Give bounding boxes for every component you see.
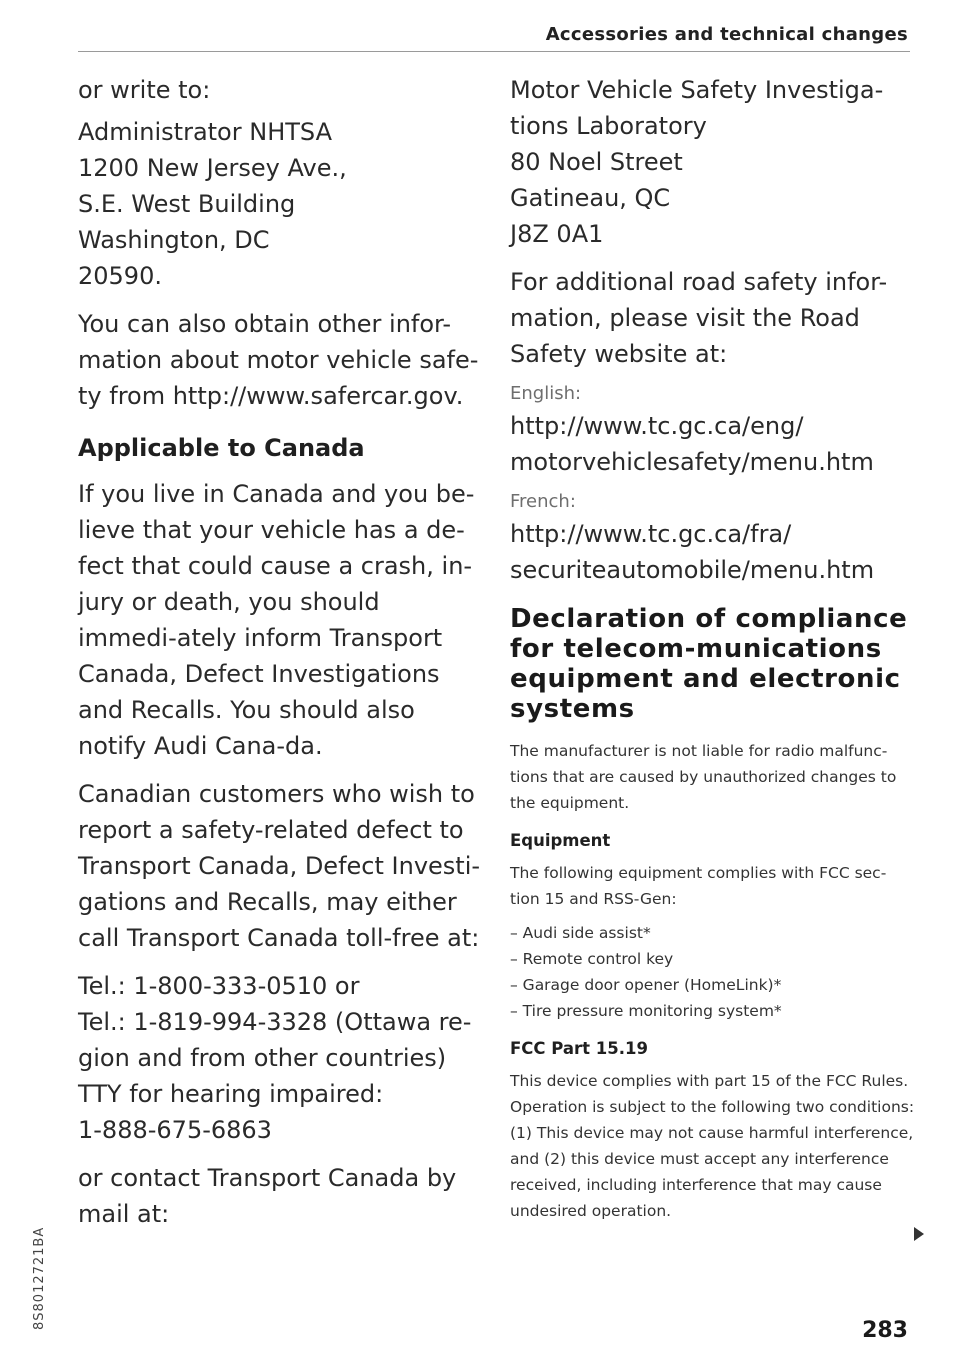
continue-arrow-icon (914, 1227, 924, 1241)
safercar-paragraph: You can also obtain other infor-mation about motor vehicle safe-ty from http://www.safercar.gov. (78, 310, 479, 410)
declaration-heading: Declaration of compliance for telecom-munications equipment and electronic systems (510, 604, 908, 724)
equipment-heading: Equipment (510, 831, 611, 850)
phone-block (78, 968, 483, 1148)
french-label: French: (510, 491, 576, 512)
address-line: S.E. West Building (78, 190, 296, 218)
fcc-paragraph: This device complies with part 15 of the FCC Rules. Operation is subject to the following two conditions: (1) This device may not cause harmful interference, and (2) this device must accept any interference received, including interference that may cause undesired operation. (510, 1072, 915, 1220)
mail-paragraph: or contact Transport Canada by mail at: (78, 1164, 457, 1228)
address-line: 1200 New Jersey Ave., (78, 154, 347, 182)
list-item: – Audi side assist* (510, 924, 651, 942)
list-item: – Remote control key (510, 950, 674, 968)
canadian-customers-paragraph: Canadian customers who wish to report a safety-related defect to Transport Canada, Defect Investi-gations and Recalls, may either call Transport Canada toll-free at: (78, 780, 481, 952)
phone-line: Tel.: 1-819-994-3328 (Ottawa re-gion and from other countries) (78, 1008, 472, 1072)
canada-paragraph: If you live in Canada and you be-lieve that your vehicle has a de-fect that could cause a crash, in-jury or death, you should immedi-ately inform Transport Canada, Defect Investigations and Recalls. You should also notify Audi Cana-da. (78, 480, 475, 760)
road-safety-paragraph: For additional road safety infor-mation, please visit the Road Safety website at: (510, 268, 888, 368)
document-code: 8S8012721BA (32, 1226, 47, 1330)
address-line: J8Z 0A1 (510, 220, 604, 248)
transport-canada-address (510, 72, 915, 252)
list-item: – Garage door opener (HomeLink)* (510, 976, 782, 994)
page-number: 283 (862, 1318, 908, 1343)
header-divider (78, 51, 910, 52)
equipment-list (510, 920, 915, 1024)
equipment-paragraph: The following equipment complies with FCC sec-tion 15 and RSS-Gen: (510, 864, 887, 908)
address-line: Gatineau, QC (510, 184, 671, 212)
write-to-text: or write to: (78, 76, 211, 104)
address-line: 20590. (78, 262, 162, 290)
address-line: 80 Noel Street (510, 148, 683, 176)
english-label: English: (510, 383, 582, 404)
address-line: Washington, DC (78, 226, 270, 254)
canada-heading: Applicable to Canada (78, 434, 365, 462)
list-item: – Tire pressure monitoring system* (510, 1002, 782, 1020)
address-line: Motor Vehicle Safety Investiga-tions Laboratory (510, 76, 884, 140)
tty-number: 1-888-675-6863 (78, 1116, 272, 1144)
right-column (510, 72, 915, 1224)
left-column (78, 72, 483, 1232)
fcc-heading: FCC Part 15.19 (510, 1039, 648, 1058)
french-url[interactable]: http://www.tc.gc.ca/fra/ securiteautomobile/menu.htm (510, 520, 875, 584)
nhtsa-address (78, 114, 483, 294)
address-line: Administrator NHTSA (78, 118, 332, 146)
phone-line: Tel.: 1-800-333-0510 or (78, 972, 360, 1000)
page-header-title: Accessories and technical changes (545, 24, 908, 45)
tty-label: TTY for hearing impaired: (78, 1080, 384, 1108)
manufacturer-paragraph: The manufacturer is not liable for radio malfunc-tions that are caused by unauthorized changes to the equipment. (510, 742, 897, 812)
english-url[interactable]: http://www.tc.gc.ca/eng/ motorvehiclesafety/menu.htm (510, 412, 874, 476)
